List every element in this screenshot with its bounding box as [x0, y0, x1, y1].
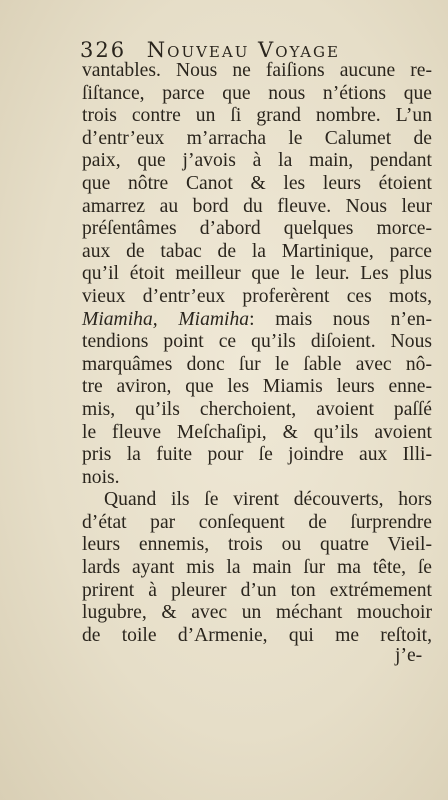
text-block	[82, 60, 432, 647]
text-line: qu’il étoit meilleur que le leur. Les plus	[82, 263, 432, 285]
text-line: d’état par conſequent de ſurprendre	[82, 511, 432, 533]
catchword: j’e-	[395, 645, 423, 666]
italic-phrase: Miamiha, Miamiha	[82, 308, 250, 330]
text-line: vantables. Nous ne faiſions aucune re-	[82, 60, 432, 81]
text-line: amarrez au bord du fleuve. Nous leur	[82, 195, 432, 217]
text-line: pris la fuite pour ſe joindre aux Illi-	[82, 444, 432, 466]
page-number: 326	[80, 38, 127, 62]
text-line: prirent à pleurer d’un ton extrémement	[82, 579, 432, 601]
text-line: marquâmes donc ſur le ſable avec nô-	[82, 353, 432, 375]
running-title: Nouveau Voyage	[146, 38, 340, 62]
text-line: vieux d’entr’eux proferèrent ces mots,	[82, 285, 432, 307]
page-header	[80, 38, 340, 62]
text-line: Miamiha, Miamiha: mais nous n’en-	[82, 308, 432, 330]
text-line: tre aviron, que les Miamis leurs enne-	[82, 376, 432, 398]
text-line: nois.	[82, 466, 120, 488]
text-line: leurs ennemis, trois ou quatre Vieil-	[82, 534, 432, 556]
text-line: lards ayant mis la main ſur ma tête, ſe	[82, 557, 432, 579]
text-line: préſentâmes d’abord quelques morce-	[82, 218, 432, 240]
text-line: ſiſtance, parce que nous n’étions que	[82, 82, 432, 104]
paragraph-start-line: Quand ils ſe virent découverts, hors	[104, 489, 432, 511]
text-line: tendions point ce qu’ils diſoient. Nous	[82, 331, 432, 353]
text-line: de toile d’Armenie, qui me reſtoit,	[82, 624, 432, 646]
text-line: lugubre, & avec un méchant mouchoir	[82, 602, 432, 624]
text-line: trois contre un ſi grand nombre. L’un	[82, 105, 432, 127]
text-line: que nôtre Canot & les leurs étoient	[82, 172, 432, 194]
text-line: mis, qu’ils cherchoient, avoient paſſé	[82, 398, 432, 420]
text-line: aux de tabac de la Martinique, parce	[82, 240, 432, 262]
text-line: le fleuve Meſchaſipi, & qu’ils avoient	[82, 421, 432, 443]
text-line: paix, que j’avois à la main, pendant	[82, 150, 432, 172]
text-line: d’entr’eux m’arracha le Calumet de	[82, 127, 432, 149]
